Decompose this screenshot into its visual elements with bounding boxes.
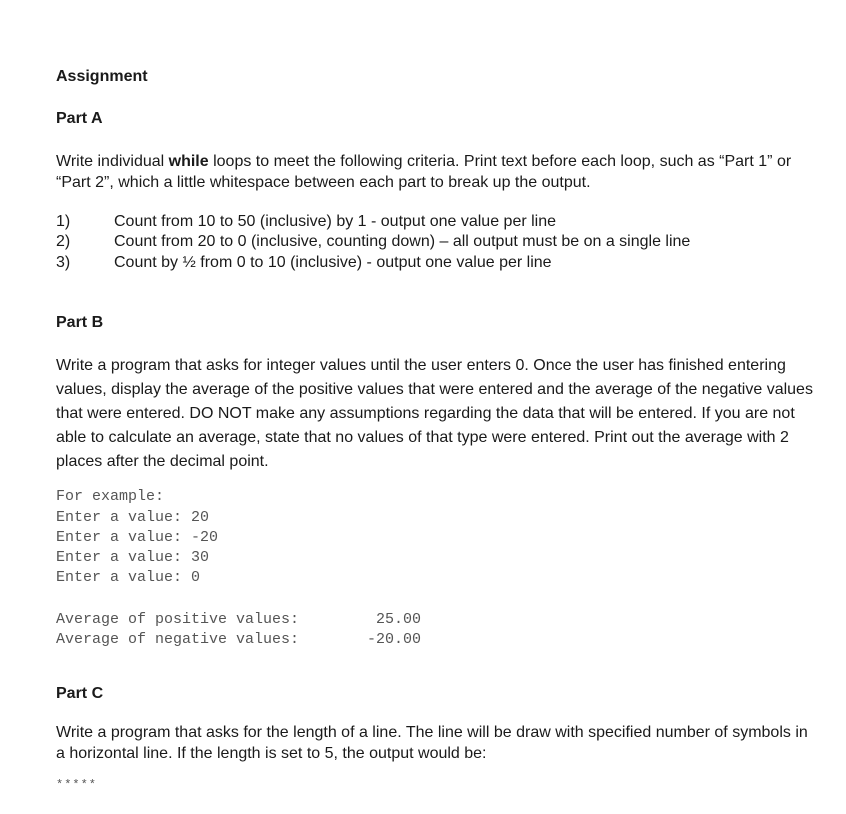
document-title: Assignment xyxy=(56,68,148,85)
part-a-heading: Part A xyxy=(56,110,103,127)
list-item-text: Count from 10 to 50 (inclusive) by 1 - output one value per line xyxy=(114,213,557,230)
list-item-number: 3) xyxy=(56,254,71,271)
part-b-heading: Part B xyxy=(56,314,104,331)
positive-average-value: 25.00 xyxy=(376,611,422,628)
part-b-description: Write a program that asks for integer values until the user enters 0. Once the user has finished entering values, display the average of the positive values that were entered and the average of the negative values that were entered. DO NOT make any assumptions regarding the data that will be entered. If you are not able to calculate an average, state that no values of that type were entered. Print out the average with 2 places after the decimal point. xyxy=(56,357,813,470)
example-line: Enter a value: 0 xyxy=(56,569,201,586)
example-label: For example: xyxy=(56,488,165,505)
example-line: Enter a value: 30 xyxy=(56,549,210,566)
part-a-intro-end: loops to meet the following criteria. Print text before each loop, such as “Part 1” or “Part 2”, which a little whitespace between each part to break up the output. xyxy=(56,153,792,191)
list-item-text: Count from 20 to 0 (inclusive, counting down) – all output must be on a single line xyxy=(114,233,691,250)
negative-average-label: Average of negative values: xyxy=(56,631,300,648)
part-a-intro-bold: while xyxy=(168,153,209,170)
example-line: Enter a value: 20 xyxy=(56,509,210,526)
negative-average-value: -20.00 xyxy=(367,631,422,648)
positive-average-label: Average of positive values: xyxy=(56,611,300,628)
example-line: Enter a value: -20 xyxy=(56,529,219,546)
list-item-number: 1) xyxy=(56,213,71,230)
part-c-description: Write a program that asks for the length of a line. The line will be draw with specified number of symbols in a horizontal line. If the length is set to 5, the output would be: xyxy=(56,724,808,762)
part-c-heading: Part C xyxy=(56,685,104,702)
part-c-output: ***** xyxy=(56,778,98,792)
part-a-intro-start: Write individual xyxy=(56,153,169,170)
list-item-number: 2) xyxy=(56,233,71,250)
part-a-intro xyxy=(56,151,826,193)
list-item-text: Count by ½ from 0 to 10 (inclusive) - output one value per line xyxy=(114,254,552,271)
